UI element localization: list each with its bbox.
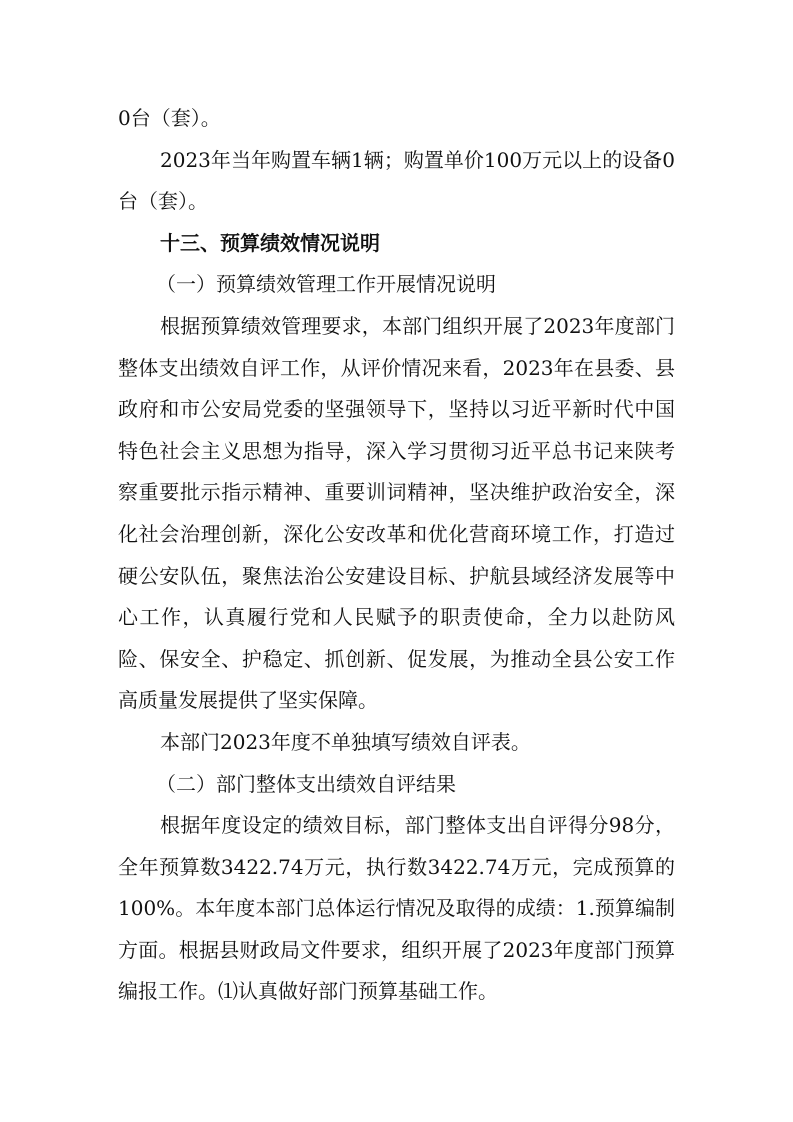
paragraph-evaluation-result: 根据年度设定的绩效目标，部门整体支出自评得分98分，全年预算数3422.74万元，执行数3422.74万元，完成预算的100%。本年度本部门总体运行情况及取得的成绩：1.预算编制方面。根据县财政局文件要求，组织开展了2023年度部门预算编报工作。⑴认真做好部门预算基础工作。 [118,813,675,1004]
section-heading-13: 十三、预算绩效情况说明 [160,230,380,255]
subsection-heading-1: （一）预算绩效管理工作开展情况说明 [156,272,496,297]
paragraph-performance-management: 根据预算绩效管理要求，本部门组织开展了2023年度部门整体支出绩效自评工作，从评价情况来看，2023年在县委、县政府和市公安局党委的坚强领导下，坚持以习近平新时代中国特色社会主义思想为指导，深入学习贯彻习近平总书记来陕考察重要批示指示精神、重要训词精神，坚决维护政治安全，深化社会治理创新，深化公安改革和优化营商环境工作，打造过硬公安队伍，聚焦法治公安建设目标、护航县域经济发展等中心工作，认真履行党和人民赋予的职责使命，全力以赴防风险、保安全、护稳定、抓创新、促发展，为推动全县公安工作高质量发展提供了坚实保障。 [118,313,675,713]
document-body [118,98,675,1013]
paragraph-continuation: 0台（套）。 [118,106,221,130]
subsection-heading-2: （二）部门整体支出绩效自评结果 [156,771,456,796]
paragraph-self-evaluation-note: 本部门2023年度不单独填写绩效自评表。 [160,729,531,754]
paragraph-vehicle-purchase: 2023年当年购置车辆1辆；购置单价100万元以上的设备0台（套）。 [118,147,675,214]
